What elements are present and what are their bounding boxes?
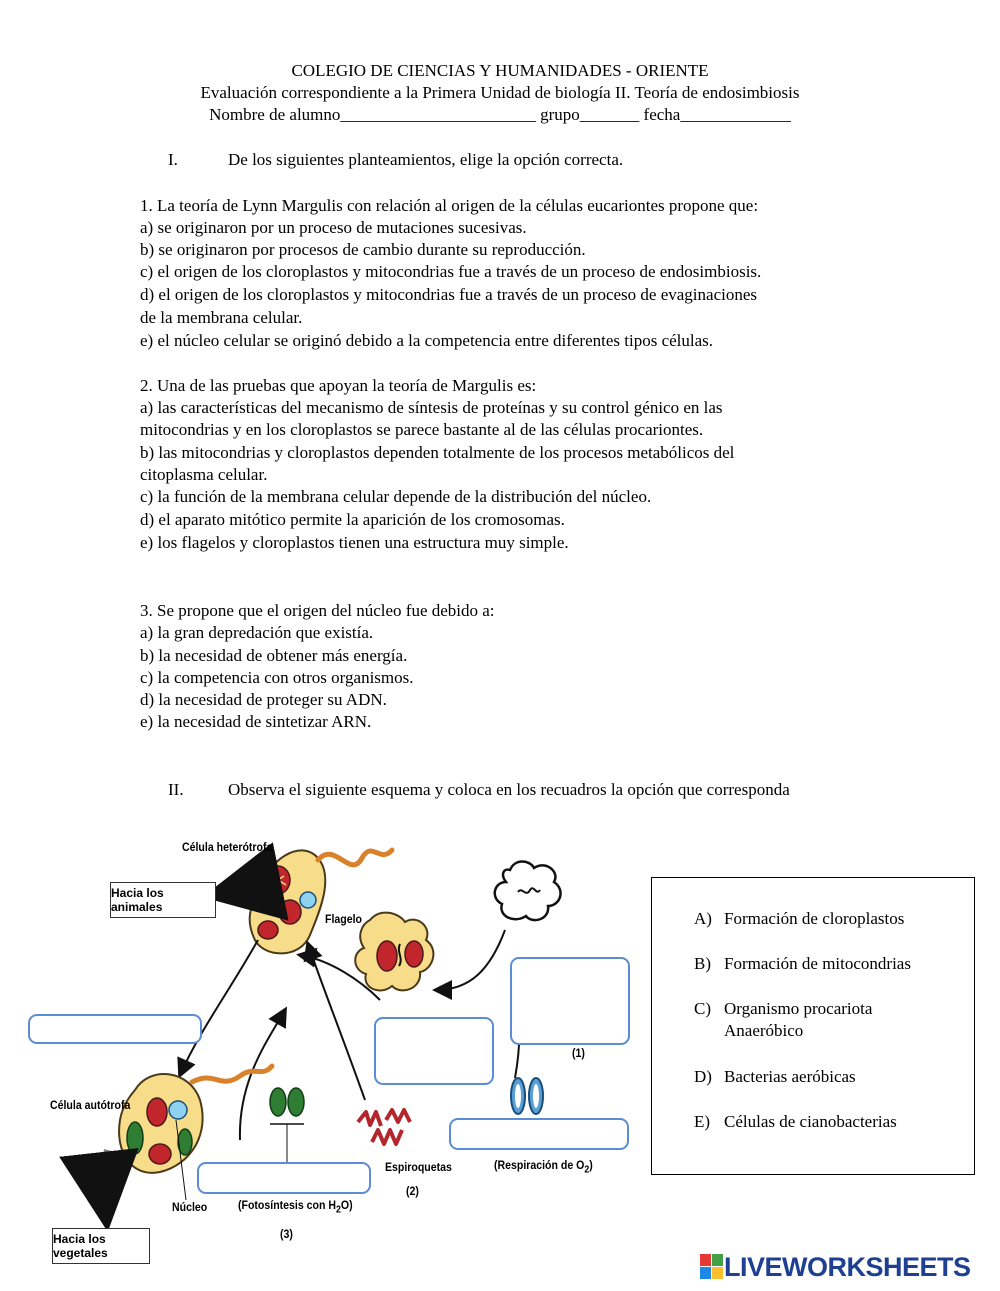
question-2-option-b[interactable]: b) las mitocondrias y cloroplastos dependen totalmente de los procesos metabólicos del bbox=[140, 443, 735, 462]
heterotrophic-cell-label: Célula heterótrofa bbox=[182, 840, 273, 854]
spirochetes-label: Espiroquetas bbox=[385, 1160, 452, 1174]
marker-1-label: (1) bbox=[572, 1046, 585, 1060]
mitochondrion bbox=[405, 941, 423, 967]
question-1-option-d-cont[interactable]: de la membrana celular. bbox=[140, 308, 303, 327]
question-3-option-e[interactable]: e) la necesidad de sintetizar ARN. bbox=[140, 712, 372, 731]
flagellum-label: Flagelo bbox=[325, 912, 362, 926]
question-2-option-a[interactable]: a) las características del mecanismo de síntesis de proteínas y su control génico en las bbox=[140, 398, 723, 417]
option-a bbox=[694, 908, 904, 930]
option-b bbox=[694, 953, 911, 975]
nucleus bbox=[300, 892, 316, 908]
autotrophic-cell-label: Célula autótrofa bbox=[50, 1098, 131, 1112]
flagellum bbox=[192, 1066, 272, 1082]
liveworksheets-logo-text: LIVEWORKSHEETS bbox=[724, 1251, 971, 1282]
spirochete bbox=[372, 1130, 402, 1144]
option-a-key: A) bbox=[694, 909, 712, 928]
question-1-option-c[interactable]: c) el origen de los cloroplastos y mitocondrias fue a través de un proceso de endosimbiosis. bbox=[140, 262, 762, 281]
option-d-text: Bacterias aeróbicas bbox=[724, 1067, 856, 1086]
chloroplast bbox=[127, 1122, 143, 1154]
option-c-text: Organismo procariota bbox=[724, 999, 873, 1018]
liveworksheets-logo bbox=[700, 1252, 971, 1282]
answer-box-chloroplast-origin[interactable] bbox=[197, 1162, 371, 1194]
question-3-option-c[interactable]: c) la competencia con otros organismos. bbox=[140, 668, 414, 687]
question-3-stem: 3. Se propone que el origen del núcleo fue debido a: bbox=[140, 601, 495, 620]
chloroplast bbox=[270, 1088, 286, 1116]
question-2-option-d[interactable]: d) el aparato mitótico permite la aparición de los cromosomas. bbox=[140, 510, 565, 529]
question-1-option-e[interactable]: e) el núcleo celular se originó debido a la competencia entre diferentes tipos células. bbox=[140, 331, 714, 350]
spirochete bbox=[386, 1110, 410, 1122]
liveworksheets-logo-icon bbox=[700, 1254, 724, 1280]
towards-plants-box bbox=[52, 1228, 150, 1264]
school-title: COLEGIO DE CIENCIAS Y HUMANIDADES - ORIENTE bbox=[291, 61, 709, 80]
option-c bbox=[694, 998, 872, 1020]
marker-2-label: (2) bbox=[406, 1184, 419, 1198]
answer-box-autotroph-origin[interactable] bbox=[28, 1014, 202, 1044]
nucleus-label: Núcleo bbox=[172, 1200, 208, 1214]
option-e-text: Células de cianobacterias bbox=[724, 1112, 897, 1131]
photosynthesis-subscript: 2 bbox=[335, 1204, 341, 1216]
respiration-subscript: 2 bbox=[584, 1164, 590, 1176]
question-2-option-a-cont[interactable]: mitocondrias y en los cloroplastos se parece bastante al de las células procariontes. bbox=[140, 420, 704, 439]
mitochondrion bbox=[149, 1144, 171, 1164]
question-3-option-b[interactable]: b) la necesidad de obtener más energía. bbox=[140, 646, 408, 665]
question-1-option-d[interactable]: d) el origen de los cloroplastos y mitocondrias fue a través de un proceso de evaginaciones bbox=[140, 285, 757, 304]
answer-box-engulfing-cell[interactable] bbox=[374, 1017, 494, 1085]
option-e-key: E) bbox=[694, 1112, 711, 1131]
option-e bbox=[694, 1111, 897, 1133]
towards-animals-label: Hacia los animales bbox=[111, 886, 164, 914]
photosynthesis-text: (Fotosíntesis con H bbox=[238, 1198, 336, 1212]
chloroplast bbox=[288, 1088, 304, 1116]
question-2-option-c[interactable]: c) la función de la membrana celular depende de la distribución del núcleo. bbox=[140, 487, 652, 506]
option-b-key: B) bbox=[694, 954, 711, 973]
answer-options-box bbox=[651, 877, 975, 1175]
question-2-option-b-cont[interactable]: citoplasma celular. bbox=[140, 465, 268, 484]
section-1-instruction: De los siguientes planteamientos, elige la opción correcta. bbox=[228, 150, 624, 169]
mitochondrion bbox=[279, 900, 301, 924]
respiration-text-end: ) bbox=[589, 1158, 593, 1172]
respiration-text: (Respiración de O bbox=[494, 1158, 585, 1172]
respiration-label bbox=[494, 1158, 593, 1175]
student-info-line: Nombre de alumno_______________________ grupo_______ fecha_____________ bbox=[209, 105, 791, 124]
option-a-text: Formación de cloroplastos bbox=[724, 909, 905, 928]
question-1-option-b[interactable]: b) se originaron por procesos de cambio durante su reproducción. bbox=[140, 240, 586, 259]
option-d-key: D) bbox=[694, 1067, 712, 1086]
option-b-text: Formación de mitocondrias bbox=[724, 954, 911, 973]
question-3-option-d[interactable]: d) la necesidad de proteger su ADN. bbox=[140, 690, 387, 709]
question-2-option-e[interactable]: e) los flagelos y cloroplastos tienen una estructura muy simple. bbox=[140, 533, 569, 552]
option-c-text-cont: Anaeróbico bbox=[724, 1021, 804, 1040]
option-c-cont bbox=[694, 1020, 803, 1042]
question-2-stem: 2. Una de las pruebas que apoyan la teoría de Margulis es: bbox=[140, 376, 537, 395]
mitochondrion bbox=[377, 941, 397, 971]
towards-animals-box bbox=[110, 882, 216, 918]
flagellum bbox=[318, 850, 392, 865]
anaerobic-prokaryote bbox=[495, 862, 561, 921]
photosynthesis-label bbox=[238, 1198, 353, 1215]
mitochondrion bbox=[258, 921, 278, 939]
section-2-instruction: Observa el siguiente esquema y coloca en los recuadros la opción que corresponda bbox=[228, 780, 790, 799]
marker-3-label: (3) bbox=[280, 1227, 293, 1241]
question-3-option-a[interactable]: a) la gran depredación que existía. bbox=[140, 623, 374, 642]
spirochete bbox=[358, 1112, 381, 1126]
photosynthesis-text-end: O) bbox=[340, 1198, 353, 1212]
answer-box-aerobic-bacteria[interactable] bbox=[449, 1118, 629, 1150]
mitochondrion bbox=[147, 1098, 167, 1126]
question-1-stem: 1. La teoría de Lynn Margulis con relación al origen de la células eucariontes propone que: bbox=[140, 196, 759, 215]
nucleus bbox=[169, 1101, 187, 1119]
answer-box-anaerobic-prokaryote[interactable] bbox=[510, 957, 630, 1045]
towards-plants-label: Hacia los vegetales bbox=[53, 1232, 108, 1260]
section-1-number: I. bbox=[168, 150, 178, 169]
section-2-number: II. bbox=[168, 780, 184, 799]
option-c-key: C) bbox=[694, 999, 711, 1018]
option-d bbox=[694, 1066, 856, 1088]
question-1-option-a[interactable]: a) se originaron por un proceso de mutaciones sucesivas. bbox=[140, 218, 527, 237]
evaluation-title: Evaluación correspondiente a la Primera Unidad de biología II. Teoría de endosimbiosis bbox=[200, 83, 800, 102]
